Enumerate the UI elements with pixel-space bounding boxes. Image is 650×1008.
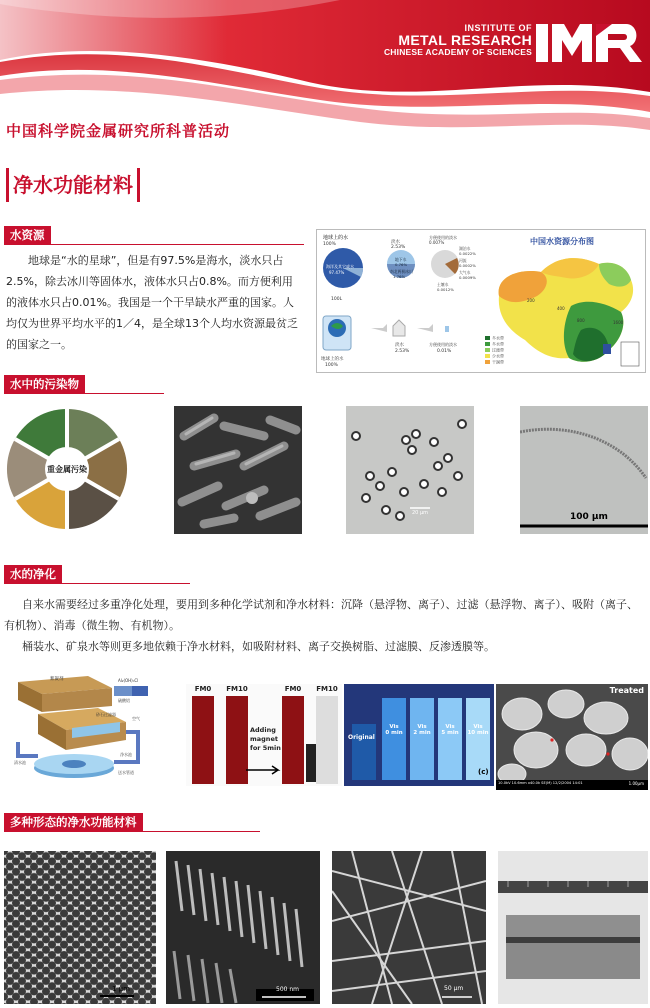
purification-paragraph-1: 自来水需要经过多重净化处理，要用到多种化学试剂和净水材料：沉降（悬浮物、离子）、过滤（悬浮物、离子）、吸附（离子、有机物）、消毒（微生物、有机物）。 [4,598,638,632]
diagram-label-soil-pct: 0.0012% [437,287,454,292]
plant-label-6: 清水池 [14,760,26,765]
diagram-label-river: 河流 [459,258,467,263]
section-label-purification: 水的净化 [4,565,62,583]
section-label-morphology: 多种形态的净水功能材料 [4,813,143,831]
bacteria-sem-image [174,406,302,534]
diagram-label-earth-water: 地球上的水 [323,235,349,241]
vial-label-5min: Vis 5 min [441,724,459,736]
map-legend-5: 干涸带 [492,359,504,365]
scale-bar-100um: 100 μm [570,512,608,522]
map-number-400: 400 [557,306,565,311]
map-legend-3: 过渡带 [492,347,504,353]
bottle-label-1: FM0 [194,685,212,693]
plant-label-5: 空气 [132,716,140,721]
section-label-water-resources: 水资源 [4,226,51,244]
plant-label-3: 硫酸铝 [118,698,130,703]
map-legend-4: 少水带 [492,353,504,359]
purification-paragraph-2: 桶装水、矿泉水等则更多地依赖于净水材料，如吸附材料、离子交换树脂、过滤膜、反渗透膜等。 [22,640,495,653]
diagram-label-lake-pct: 0.0022% [459,251,476,256]
diagram-label-bottom-earth: 地球上的水 [321,357,344,362]
diagram-label-atmos-pct: 0.0009% [459,275,476,280]
plant-label-4: 砂石过滤器 [96,712,116,717]
map-legend-1: 多水带 [492,335,504,341]
adding-text-3: for 5min [250,744,281,752]
institute-line3: CHINESE ACADEMY OF SCIENCES [383,47,532,58]
diagram-label-100l: 100L [331,297,343,302]
diagram-label-bottom-usable: 方便使用的淡水 [429,342,457,347]
water-distribution-diagram [317,230,477,372]
diagram-label-atmos: 大气水 [459,270,471,275]
diagram-label-ice-pct: 1.76% [393,274,406,279]
diagram-label-bottom-earth-pct: 100% [325,363,338,368]
vial-label-10min: Vis 10 min [467,724,489,736]
map-number-800: 800 [577,318,585,323]
diagram-label-ocean-pct: 97.47% [329,270,345,275]
map-number-1600: 1600 [613,320,624,325]
diagram-label-ice: 南北两极冰川 [390,269,413,274]
diagram-label-fresh: 淡水 [391,240,400,245]
diagram-label-usable-pct: 0.007% [429,240,445,245]
map-graphic [481,246,643,370]
section-rule [4,393,164,394]
diagram-label-soil: 土壤水 [437,282,449,287]
vial-label-0min: Vis 0 min [385,724,403,736]
plant-label-1: 絮凝剂 [50,677,64,682]
bottle-label-3: FM0 [284,685,302,693]
institute-line2: METAL RESEARCH [398,32,532,49]
section-rule [4,583,190,584]
scale-bar-50um: 50 μm [444,985,464,992]
scale-bar-500nm: 500 nm [276,986,300,993]
plant-label-2: Al₂(OH)ₙCl [118,678,139,683]
sem-scale: 1.00μm [628,781,644,786]
bottle-label-2: FM10 [226,685,248,693]
vials-photo [344,684,494,786]
adding-magnet-note [250,726,281,753]
diagram-label-bottom-fresh: 淡水 [395,343,404,348]
diagram-label-river-pct: 0.0002% [459,263,476,268]
section-label-pollutants: 水中的污染物 [4,375,85,393]
diagram-label-earth-water-pct: 100% [323,242,336,247]
map-title: 中国水资源分布图 [530,237,594,246]
plant-label-8: 送水管道 [118,770,134,775]
collage-center-label: 重金属污染 [47,465,87,474]
section-rule [4,831,260,832]
map-legend-2: 多水带 [492,341,504,347]
diagram-label-ground: 地下水 [395,257,407,262]
membrane-sample-photo [498,851,648,1004]
institute-name [384,24,532,57]
vial-label-2min: Vis 2 min [413,724,431,736]
pollution-sources-collage [6,405,128,533]
diagram-label-lake: 湖泊水 [459,246,471,251]
water-resources-figure [316,229,646,373]
cells-microscope-image [346,406,474,534]
honeycomb-pore-image [4,851,156,1004]
diagram-label-ocean: 海洋及其它咸水 [326,264,354,269]
china-water-map [481,232,643,370]
scale-bar-20um: 20 μm [412,510,429,516]
diagram-label-bottom-usable-pct: 0.01% [437,349,452,354]
treated-sem-image [496,684,648,790]
diagram-label-fresh-pct: 2.53% [391,245,406,250]
water-treatment-plant-diagram [8,672,178,787]
magnetic-separation-photo [186,684,342,786]
sem-treated-label: Treated [609,686,644,695]
nanotube-array-image [166,851,320,1004]
imr-logo [536,22,644,64]
diagram-label-bottom-fresh-pct: 2.53% [395,349,410,354]
institute-line1: INSTITUTE OF [464,23,532,33]
vial-label-original: Original [348,734,375,741]
diagram-label-usable: 方便使用的淡水 [429,235,457,240]
plant-label-7: 净水池 [120,752,132,757]
bottle-label-4: FM10 [316,685,338,693]
map-number-200: 200 [527,298,535,303]
adding-text-2: magnet [250,735,278,743]
vial-panel-tag: (c) [478,768,489,776]
section-rule [4,244,304,245]
sem-footer: 10.0kV 10.6mm x40.0k SE(M) 12/2/2004 14:01 [498,781,583,785]
water-resources-paragraph: 地球是“水的星球”，但是有97.5%是海水，淡水只占2.5%，除去冰川等固体水，液体水只占0.8%。而方便利用的液体水只占0.01%。我国是一个干旱缺水严重的国家。人均仅为世界平均水平的1／4，是全球13个人均水资源最贫乏的国家之一。 [6,254,298,351]
diagram-label-ground-pct: 0.76% [395,262,408,267]
page-title: 净水功能材料 [6,168,140,202]
org-title: 中国科学院金属研究所科普活动 [6,122,231,140]
adding-text-1: Adding [250,726,276,734]
scale-bar-1um: 1 μm [112,985,130,993]
filament-microscope-image [520,406,648,534]
nanofiber-mesh-image [332,851,486,1004]
